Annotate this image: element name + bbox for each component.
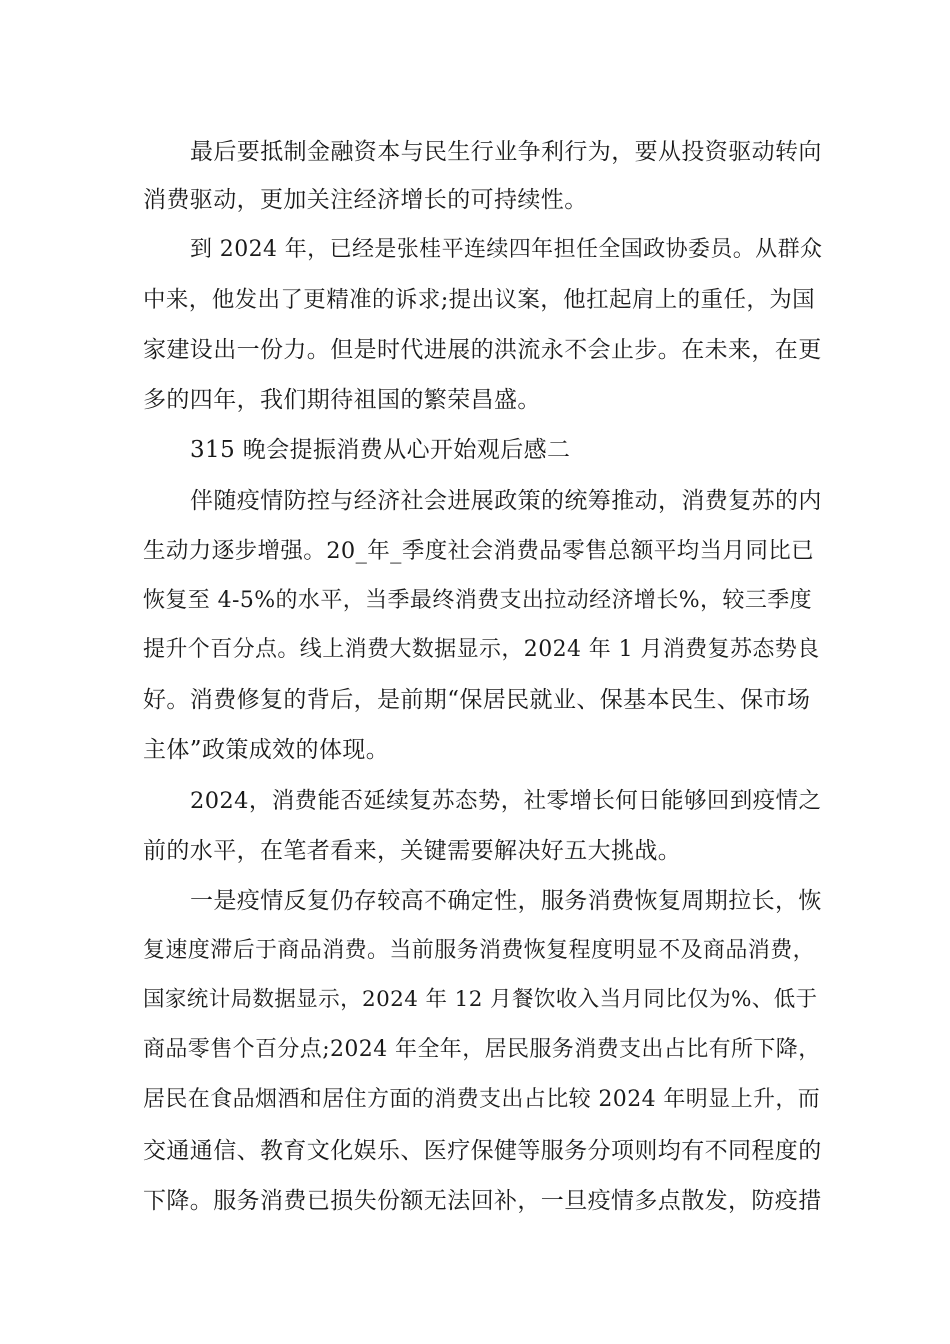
text-line: 提升个百分点。线上消费大数据显示，2024 年 1 月消费复苏态势良 <box>143 637 820 662</box>
text-line: 多的四年，我们期待祖国的繁荣昌盛。 <box>143 387 541 413</box>
text-line: 最后要抵制金融资本与民生行业争利行为，要从投资驱动转向 <box>190 139 822 165</box>
text-line: 好。消费修复的背后，是前期“保居民就业、保基本民生、保市场 <box>143 687 811 713</box>
text-line: 家建设出一份力。但是时代进展的洪流永不会止步。在未来，在更 <box>143 337 822 363</box>
text-line: 一是疫情反复仍存较高不确定性，服务消费恢复周期拉长，恢 <box>190 888 822 914</box>
text-line: 中来，他发出了更精准的诉求;提出议案，他扛起肩上的重任，为国 <box>143 287 816 313</box>
text-line: 生动力逐步增强。20_年_季度社会消费品零售总额平均当月同比已 <box>143 538 815 564</box>
section-heading: 315 晚会提振消费从心开始观后感二 <box>190 437 571 463</box>
text-line: 消费驱动，更加关注经济增长的可持续性。 <box>143 187 588 213</box>
text-line: 前的水平，在笔者看来，关键需要解决好五大挑战。 <box>143 838 682 864</box>
text-line: 商品零售个百分点;2024 年全年，居民服务消费支出占比有所下降， <box>143 1037 821 1062</box>
text-line: 复速度滞后于商品消费。当前服务消费恢复程度明显不及商品消费， <box>143 938 816 963</box>
text-line: 到 2024 年，已经是张桂平连续四年担任全国政协委员。从群众 <box>190 237 823 262</box>
text-line: 恢复至 4-5%的水平，当季最终消费支出拉动经济增长%，较三季度 <box>143 588 813 613</box>
text-line: 下降。服务消费已损失份额无法回补，一旦疫情多点散发，防疫措 <box>143 1188 822 1214</box>
text-line: 交通通信、教育文化娱乐、医疗保健等服务分项则均有不同程度的 <box>143 1138 822 1164</box>
text-line: 2024，消费能否延续复苏态势，社零增长何日能够回到疫情之 <box>190 788 822 814</box>
text-line: 国家统计局数据显示，2024 年 12 月餐饮收入当月同比仅为%、低于 <box>143 987 818 1012</box>
text-line: 居民在食品烟酒和居住方面的消费支出占比较 2024 年明显上升，而 <box>143 1087 821 1112</box>
text-line: 伴随疫情防控与经济社会进展政策的统筹推动，消费复苏的内 <box>190 488 822 514</box>
text-line: 主体”政策成效的体现。 <box>143 737 390 763</box>
